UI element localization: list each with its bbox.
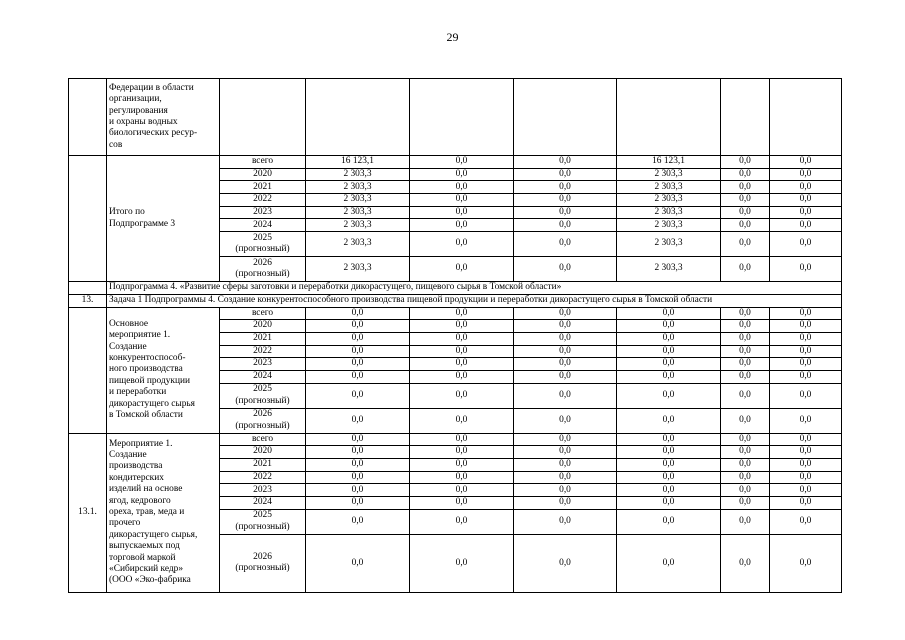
value-cell: 0,0 (410, 459, 514, 472)
table-row (69, 156, 842, 169)
value-cell: 0,0 (514, 446, 617, 459)
value-cell: 0,0 (770, 408, 842, 433)
value-cell: 0,0 (770, 446, 842, 459)
budget-table (68, 78, 842, 593)
value-cell: 0,0 (617, 345, 721, 358)
value-cell: 0,0 (514, 358, 617, 371)
value-cell: 0,0 (617, 433, 721, 446)
value-cell: 0,0 (721, 194, 770, 207)
row-description: Основное мероприятие 1. Создание конкурентоспособ- ного производства пищевой продукции и переработки дикорастущего сырья в Томской области (107, 307, 220, 433)
value-cell: 0,0 (306, 307, 410, 320)
row-index (69, 79, 107, 156)
value-cell: 0,0 (721, 181, 770, 194)
value-cell: 0,0 (770, 257, 842, 282)
value-cell: 0,0 (306, 497, 410, 510)
year-cell: 2023 (220, 206, 306, 219)
value-cell: 0,0 (721, 433, 770, 446)
value-cell: 0,0 (770, 181, 842, 194)
value-cell: 0,0 (410, 232, 514, 257)
value-cell: 2 303,3 (617, 168, 721, 181)
value-cell: 0,0 (721, 534, 770, 592)
value-cell: 0,0 (721, 383, 770, 408)
value-cell: 0,0 (306, 433, 410, 446)
value-cell: 0,0 (410, 471, 514, 484)
value-cell: 0,0 (770, 370, 842, 383)
value-cell: 0,0 (770, 320, 842, 333)
row-description: Федерации в области организации, регулирования и охраны водных биологических ресур- сов (107, 79, 220, 156)
value-cell: 0,0 (721, 257, 770, 282)
row-index (69, 156, 107, 282)
value-cell: 0,0 (514, 156, 617, 169)
year-cell: всего (220, 433, 306, 446)
value-cell: 0,0 (306, 320, 410, 333)
value-cell: 0,0 (306, 446, 410, 459)
value-cell: 0,0 (721, 459, 770, 472)
year-cell: 2021 (220, 459, 306, 472)
task-text: Задача 1 Подпрограммы 4. Создание конкурентоспособного производства пищевой продукции и переработки дикорастущего сырья в Томской области (107, 294, 842, 307)
value-cell: 16 123,1 (617, 156, 721, 169)
value-cell: 0,0 (410, 156, 514, 169)
value-cell: 0,0 (410, 408, 514, 433)
value-cell: 2 303,3 (617, 219, 721, 232)
value-cell: 0,0 (306, 534, 410, 592)
value-cell: 0,0 (514, 206, 617, 219)
value-cell: 0,0 (306, 383, 410, 408)
value-cell (514, 79, 617, 156)
value-cell: 0,0 (770, 206, 842, 219)
value-cell: 0,0 (721, 332, 770, 345)
value-cell: 0,0 (514, 168, 617, 181)
value-cell: 0,0 (410, 206, 514, 219)
value-cell: 0,0 (410, 509, 514, 534)
row-index (69, 307, 107, 433)
value-cell: 0,0 (410, 370, 514, 383)
value-cell: 0,0 (514, 181, 617, 194)
value-cell: 0,0 (617, 534, 721, 592)
value-cell: 0,0 (770, 345, 842, 358)
subprogram-title: Подпрограмма 4. «Развитие сферы заготовки и переработки дикорастущего, пищевого сырья в Томской области» (107, 282, 842, 295)
subprogram-title-row (69, 282, 842, 295)
value-cell: 0,0 (306, 509, 410, 534)
value-cell: 0,0 (617, 307, 721, 320)
year-cell: 2026 (прогнозный) (220, 534, 306, 592)
value-cell: 0,0 (306, 484, 410, 497)
year-cell: 2024 (220, 219, 306, 232)
year-cell: 2024 (220, 497, 306, 510)
page-number: 29 (446, 30, 459, 44)
value-cell: 0,0 (514, 370, 617, 383)
value-cell: 0,0 (770, 484, 842, 497)
value-cell: 2 303,3 (306, 257, 410, 282)
value-cell: 0,0 (721, 370, 770, 383)
value-cell: 0,0 (410, 534, 514, 592)
row-description: Итого по Подпрограмме 3 (107, 156, 220, 282)
value-cell: 0,0 (721, 446, 770, 459)
value-cell: 0,0 (721, 232, 770, 257)
value-cell: 0,0 (410, 257, 514, 282)
value-cell: 0,0 (770, 383, 842, 408)
value-cell: 0,0 (770, 497, 842, 510)
value-cell: 0,0 (617, 471, 721, 484)
value-cell: 0,0 (770, 459, 842, 472)
value-cell: 0,0 (617, 383, 721, 408)
value-cell: 0,0 (514, 484, 617, 497)
value-cell: 2 303,3 (617, 257, 721, 282)
value-cell: 16 123,1 (306, 156, 410, 169)
value-cell: 0,0 (721, 497, 770, 510)
year-cell: 2022 (220, 194, 306, 207)
value-cell: 0,0 (410, 320, 514, 333)
table-row (69, 307, 842, 320)
value-cell: 0,0 (721, 307, 770, 320)
value-cell: 0,0 (770, 534, 842, 592)
value-cell: 0,0 (721, 168, 770, 181)
value-cell: 0,0 (306, 345, 410, 358)
year-cell: 2025 (прогнозный) (220, 232, 306, 257)
value-cell: 0,0 (306, 358, 410, 371)
value-cell: 0,0 (770, 433, 842, 446)
value-cell: 0,0 (721, 206, 770, 219)
value-cell: 0,0 (770, 156, 842, 169)
value-cell: 0,0 (306, 408, 410, 433)
value-cell: 0,0 (514, 320, 617, 333)
value-cell: 0,0 (514, 433, 617, 446)
value-cell (617, 79, 721, 156)
value-cell: 0,0 (770, 168, 842, 181)
year-cell: 2022 (220, 471, 306, 484)
value-cell: 0,0 (514, 534, 617, 592)
value-cell (770, 79, 842, 156)
value-cell (220, 79, 306, 156)
value-cell: 0,0 (617, 332, 721, 345)
value-cell: 0,0 (617, 320, 721, 333)
year-cell: 2023 (220, 484, 306, 497)
value-cell: 2 303,3 (617, 232, 721, 257)
value-cell: 0,0 (410, 358, 514, 371)
value-cell: 0,0 (721, 320, 770, 333)
value-cell: 2 303,3 (617, 206, 721, 219)
value-cell: 0,0 (617, 408, 721, 433)
value-cell: 2 303,3 (306, 168, 410, 181)
value-cell: 0,0 (721, 471, 770, 484)
value-cell (410, 79, 514, 156)
value-cell: 0,0 (410, 383, 514, 408)
value-cell: 0,0 (721, 484, 770, 497)
value-cell: 0,0 (514, 383, 617, 408)
value-cell: 0,0 (770, 332, 842, 345)
value-cell: 0,0 (770, 194, 842, 207)
year-cell: 2020 (220, 168, 306, 181)
value-cell: 2 303,3 (617, 194, 721, 207)
value-cell: 2 303,3 (306, 181, 410, 194)
value-cell: 0,0 (721, 156, 770, 169)
value-cell: 0,0 (410, 181, 514, 194)
value-cell: 0,0 (514, 408, 617, 433)
year-cell: 2025 (прогнозный) (220, 509, 306, 534)
value-cell: 0,0 (617, 497, 721, 510)
year-cell: всего (220, 156, 306, 169)
value-cell: 0,0 (410, 332, 514, 345)
value-cell: 0,0 (770, 219, 842, 232)
value-cell: 2 303,3 (306, 232, 410, 257)
value-cell: 0,0 (514, 232, 617, 257)
value-cell: 0,0 (410, 168, 514, 181)
row-index: 13.1. (69, 433, 107, 592)
year-cell: 2023 (220, 358, 306, 371)
value-cell: 0,0 (770, 471, 842, 484)
table-row (69, 433, 842, 446)
value-cell: 0,0 (410, 345, 514, 358)
value-cell: 0,0 (617, 446, 721, 459)
value-cell: 0,0 (306, 370, 410, 383)
value-cell: 2 303,3 (306, 219, 410, 232)
year-cell: 2021 (220, 181, 306, 194)
value-cell: 0,0 (770, 358, 842, 371)
value-cell: 0,0 (721, 345, 770, 358)
value-cell: 0,0 (617, 484, 721, 497)
value-cell: 0,0 (770, 509, 842, 534)
value-cell: 2 303,3 (306, 206, 410, 219)
year-cell: 2026 (прогнозный) (220, 257, 306, 282)
value-cell: 0,0 (514, 497, 617, 510)
year-cell: 2020 (220, 446, 306, 459)
year-cell: 2020 (220, 320, 306, 333)
value-cell: 0,0 (514, 219, 617, 232)
value-cell: 0,0 (410, 484, 514, 497)
value-cell: 0,0 (721, 358, 770, 371)
value-cell: 0,0 (514, 257, 617, 282)
value-cell: 0,0 (514, 194, 617, 207)
value-cell: 0,0 (514, 332, 617, 345)
value-cell: 0,0 (721, 408, 770, 433)
row-description: Мероприятие 1. Создание производства кондитерских изделий на основе ягод, кедрового ореха, трав, меда и прочего дикорастущего сырья, выпускаемых под торговой маркой «Сибирский кедр» (ООО «Эко-фабрика (107, 433, 220, 592)
year-cell: 2026 (прогнозный) (220, 408, 306, 433)
value-cell: 0,0 (410, 307, 514, 320)
value-cell: 0,0 (306, 332, 410, 345)
value-cell: 0,0 (410, 219, 514, 232)
value-cell: 2 303,3 (306, 194, 410, 207)
value-cell: 0,0 (617, 459, 721, 472)
value-cell: 0,0 (770, 232, 842, 257)
value-cell: 0,0 (617, 358, 721, 371)
year-cell: 2022 (220, 345, 306, 358)
value-cell: 0,0 (410, 497, 514, 510)
value-cell: 0,0 (306, 459, 410, 472)
value-cell (306, 79, 410, 156)
task-index: 13. (69, 294, 107, 307)
value-cell: 0,0 (721, 509, 770, 534)
value-cell: 0,0 (514, 471, 617, 484)
row-index (69, 282, 107, 295)
year-cell: всего (220, 307, 306, 320)
value-cell: 0,0 (514, 345, 617, 358)
value-cell: 0,0 (306, 471, 410, 484)
value-cell: 0,0 (410, 446, 514, 459)
value-cell (721, 79, 770, 156)
task-row (69, 294, 842, 307)
value-cell: 0,0 (721, 219, 770, 232)
value-cell: 0,0 (514, 459, 617, 472)
year-cell: 2021 (220, 332, 306, 345)
value-cell: 0,0 (514, 307, 617, 320)
value-cell: 0,0 (410, 194, 514, 207)
value-cell: 0,0 (617, 370, 721, 383)
table-row (69, 79, 842, 156)
value-cell: 0,0 (770, 307, 842, 320)
value-cell: 2 303,3 (617, 181, 721, 194)
value-cell: 0,0 (514, 509, 617, 534)
year-cell: 2025 (прогнозный) (220, 383, 306, 408)
value-cell: 0,0 (410, 433, 514, 446)
value-cell: 0,0 (617, 509, 721, 534)
year-cell: 2024 (220, 370, 306, 383)
